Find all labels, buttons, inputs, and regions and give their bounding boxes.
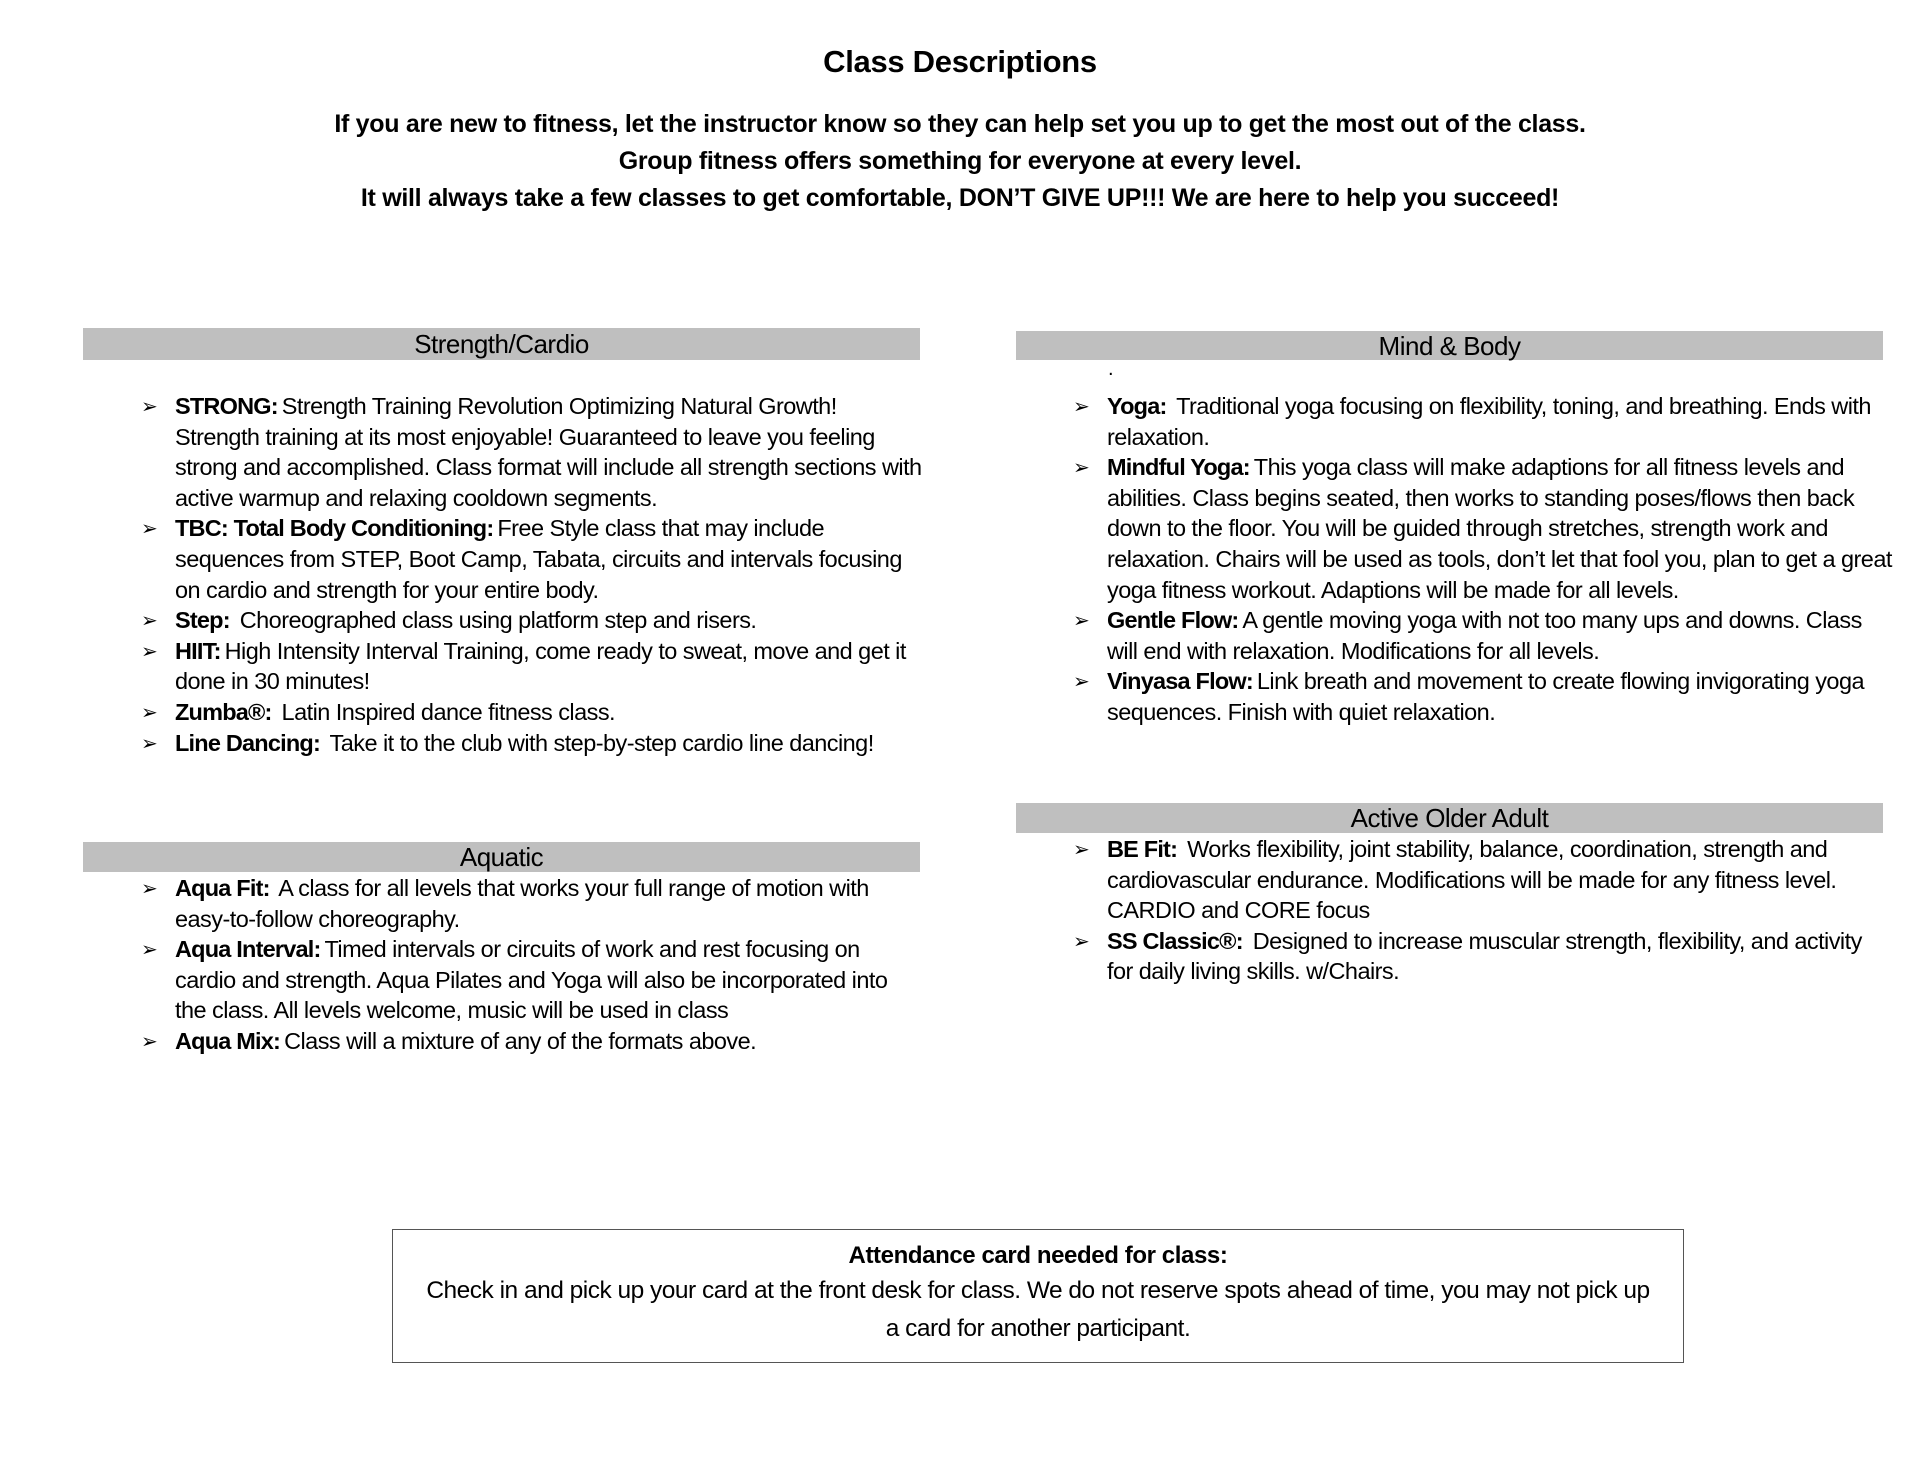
class-name: BE Fit: [1107, 836, 1178, 862]
class-name: TBC: Total Body Conditioning: [175, 515, 494, 542]
class-name: STRONG: [175, 393, 278, 419]
strength-class-list [142, 391, 922, 758]
arrowhead-bullet-icon: ➢ [141, 638, 158, 663]
class-item [1074, 834, 1864, 926]
arrowhead-bullet-icon: ➢ [1073, 669, 1090, 694]
intro-line: It will always take a few classes to get comfortable, DON’T GIVE UP!!! We are here to help you succeed! [360, 184, 1560, 212]
section-heading-mind-body: Mind & Body [1016, 331, 1883, 360]
arrowhead-bullet-icon: ➢ [141, 937, 158, 962]
arrowhead-bullet-icon: ➢ [141, 516, 158, 541]
arrowhead-bullet-icon: ➢ [141, 730, 158, 755]
class-description: Timed intervals or circuits of work and rest focusing on cardio and strength. Aqua Pilates and Yoga will also be incorporated into the class. All levels welcome, music will be used in class [175, 936, 888, 1024]
notice-heading: Attendance card needed for class: [848, 1242, 1228, 1269]
class-description: Traditional yoga focusing on flexibility, toning, and breathing. Ends with relaxation. [1107, 393, 1871, 450]
notice-text: Check in and pick up your card at the front desk for class. We do not reserve spots ahead of time, you may not pick up a card for another participant. [426, 1277, 1650, 1342]
mind-body-class-list [1074, 391, 1894, 728]
class-name: Zumba®: [175, 698, 272, 725]
older-adult-class-list [1074, 834, 1864, 987]
class-item [1074, 452, 1894, 605]
class-description: This yoga class will make adaptions for all fitness levels and abilities. Class begins seated, then works to standing poses/flows then back down to the floor. You will be guided through stretches, strength work and relaxation. Chairs will be used as tools, don’t let that fool you, plan to get a great yoga fitness workout. Adaptions will be made for all levels. [1107, 454, 1892, 603]
class-name: Mindful Yoga: [1107, 454, 1250, 481]
class-name: Gentle Flow: [1107, 607, 1239, 634]
arrowhead-bullet-icon: ➢ [1073, 455, 1090, 480]
class-description: High Intensity Interval Training, come ready to sweat, move and get it done in 30 minutes! [175, 637, 906, 695]
class-name: Aqua Interval: [175, 936, 321, 963]
class-item [1074, 605, 1894, 666]
class-item [1074, 666, 1894, 727]
class-item [142, 391, 922, 513]
class-name: Line Dancing: [175, 729, 320, 756]
intro-text [0, 106, 1920, 217]
class-item [142, 697, 922, 728]
attendance-notice-box [392, 1229, 1684, 1363]
class-name: Aqua Fit: [175, 875, 270, 901]
section-heading-aquatic: Aquatic [83, 842, 920, 872]
class-name: Vinyasa Flow: [1107, 668, 1253, 695]
arrowhead-bullet-icon: ➢ [141, 1028, 158, 1053]
section-heading-strength: Strength/Cardio [83, 328, 920, 360]
class-name: HIIT: [175, 637, 221, 664]
arrowhead-bullet-icon: ➢ [141, 608, 158, 633]
stray-mark: . [1108, 358, 1114, 380]
class-name: SS Classic®: [1107, 927, 1243, 954]
arrowhead-bullet-icon: ➢ [1073, 928, 1090, 953]
class-item [142, 873, 902, 934]
arrowhead-bullet-icon: ➢ [141, 699, 158, 724]
class-description: Strength Training Revolution Optimizing Natural Growth! Strength training at its most enjoyable! Guaranteed to leave you feeling strong and accomplished. Class format will include all strength sections with active warmup and relaxing cooldown segments. [175, 393, 922, 511]
class-item [142, 728, 922, 759]
class-item [1074, 391, 1894, 452]
class-description: Link breath and movement to create flowing invigorating yoga sequences. Finish with quiet relaxation. [1107, 668, 1864, 725]
section-heading-older-adult: Active Older Adult [1016, 803, 1883, 833]
arrowhead-bullet-icon: ➢ [1073, 394, 1090, 418]
intro-line: Group fitness offers something for everyone at every level. [618, 147, 1302, 175]
class-item [142, 636, 922, 697]
class-description: Designed to increase muscular strength, flexibility, and activity for daily living skills. w/Chairs. [1107, 927, 1862, 985]
class-item [142, 605, 922, 636]
class-description: Class will a mixture of any of the formats above. [284, 1027, 757, 1054]
arrowhead-bullet-icon: ➢ [1073, 608, 1090, 633]
class-description: A gentle moving yoga with not too many ups and downs. Class will end with relaxation. Modifications for all levels. [1107, 607, 1862, 664]
page-title: Class Descriptions [823, 44, 1097, 79]
class-name: Yoga: [1107, 393, 1167, 419]
class-description: Works flexibility, joint stability, balance, coordination, strength and cardiovascular endurance. Modifications will be made for any fitness level. CARDIO and CORE focus [1107, 836, 1837, 924]
class-description: Free Style class that may include sequences from STEP, Boot Camp, Tabata, circuits and intervals focusing on cardio and strength for your entire body. [175, 515, 902, 603]
aquatic-class-list [142, 873, 902, 1057]
class-name: Aqua Mix: [175, 1027, 281, 1054]
arrowhead-bullet-icon: ➢ [1073, 837, 1090, 861]
class-item [142, 934, 902, 1026]
class-description: A class for all levels that works your full range of motion with easy-to-follow choreography. [175, 875, 869, 932]
arrowhead-bullet-icon: ➢ [141, 394, 158, 418]
class-description: Choreographed class using platform step and risers. [233, 607, 757, 634]
class-item [142, 1026, 902, 1057]
class-item [1074, 926, 1864, 987]
class-item [142, 513, 922, 605]
class-name: Step: [175, 607, 230, 634]
class-description: Take it to the club with step-by-step cardio line dancing! [323, 729, 874, 756]
class-description: Latin Inspired dance fitness class. [275, 698, 616, 725]
intro-line: If you are new to fitness, let the instructor know so they can help set you up to get the most out of the class. [334, 110, 1586, 138]
arrowhead-bullet-icon: ➢ [141, 876, 158, 900]
